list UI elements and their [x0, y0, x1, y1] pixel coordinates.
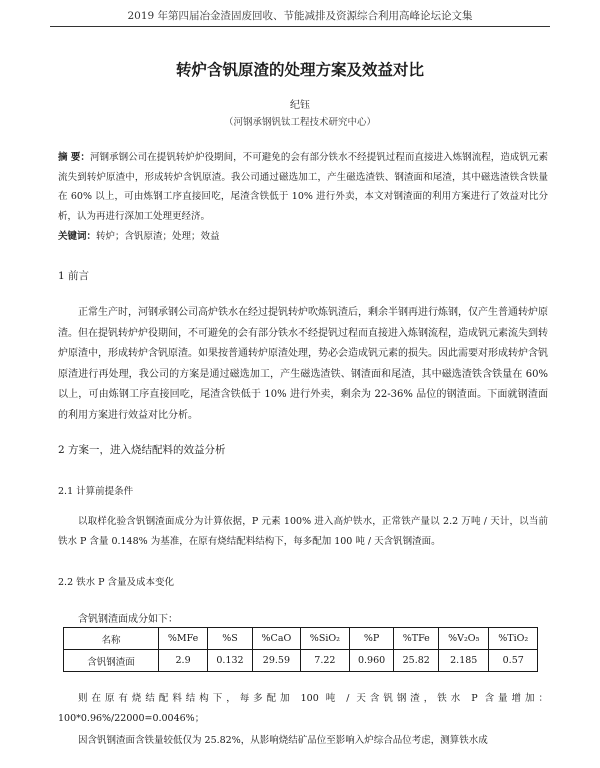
table-cell: 25.82 — [394, 650, 439, 672]
table-header-cell: 名称 — [64, 628, 159, 650]
running-header: 2019 年第四届冶金渣固废回收、节能减排及资源综合利用高峰论坛论文集 — [127, 10, 473, 22]
abstract-label: 摘 要： — [58, 152, 90, 163]
table-cell: 7.22 — [301, 650, 350, 672]
section-2-2-paragraph-continued: 因含钒钢渣面含铁量较低仅为 25.82%，从影响烧结矿品位至影响入炉综合品位考虑，测算铁水成 — [78, 735, 488, 746]
section-2-2-paragraph: 则在原有烧结配料结构下，每多配加 100 吨 / 天含钒钢渣，铁水 P 含量增加：100*0.96%/22000=0.0046%； — [58, 693, 548, 724]
section-2-2-heading: 2.2 铁水 P 含量及成本变化 — [58, 577, 175, 588]
table-header-cell: %TiO₂ — [489, 628, 538, 650]
table-cell: 0.960 — [349, 650, 394, 672]
table-header-cell: %S — [208, 628, 253, 650]
section-1-paragraph: 正常生产时，河钢承钢公司高炉铁水在经过提钒转炉吹炼钒渣后，剩余半钢再进行炼钢，仅产生普通转炉原渣。但在提钒转炉炉役期间，不可避免的会有部分铁水不经提钒过程而直接进入炼钢流程，造成钒元素流失到转炉原渣中，形成转炉含钒原渣。如果按普通转炉原渣处理，势必会造成钒元素的损失。因此需要对形成转炉含钒原渣进行再处理，我公司的方案是通过磁选加工，产生磁选渣铁、钢渣面和尾渣，其中磁选渣铁含铁量在 60% 以上，可由炼钢工序直接回吃，尾渣含铁低于 10% 进行外卖，剩余为 22-36% 品位的钢渣面。下面就钢渣面的利用方案进行效益对比分析。 — [58, 307, 548, 421]
table-cell: 0.57 — [489, 650, 538, 672]
table-cell: 含钒钢渣面 — [64, 650, 159, 672]
table-cell: 2.9 — [159, 650, 208, 672]
table-header-row — [64, 628, 538, 650]
abstract-text: 河钢承钢公司在提钒转炉炉役期间，不可避免的会有部分铁水不经提钒过程而直接进入炼钢流程，造成钒元素流失到转炉原渣中，形成转炉含钒原渣。我公司通过磁选加工，产生磁选渣铁、钢渣面和尾渣，其中磁选渣铁含铁量在 60% 以上，可由炼钢工序直接回吃，尾渣含铁低于 10% 进行外卖，本文对钢渣面的利用方案进行了效益对比分析，认为再进行深加工处理更经济。 — [58, 152, 548, 222]
author: 纪钰 — [290, 100, 310, 111]
header-rule — [50, 26, 550, 27]
table-cell: 0.132 — [208, 650, 253, 672]
table-header-cell: %TFe — [394, 628, 439, 650]
abstract — [58, 148, 548, 226]
keywords-label: 关键词： — [58, 231, 97, 242]
table-caption: 含钒钢渣面成分如下： — [78, 614, 178, 625]
keywords — [58, 228, 548, 242]
table-cell: 29.59 — [252, 650, 300, 672]
section-2-heading: 2 方案一，进入烧结配料的效益分析 — [58, 444, 226, 456]
table-header-cell: %SiO₂ — [301, 628, 350, 650]
table-header-cell: %MFe — [159, 628, 208, 650]
table-row — [64, 650, 538, 672]
section-2-1-paragraph: 以取样化验含钒钢渣面成分为计算依据，P 元素 100% 进入高炉铁水，正常铁产量以 2.2 万吨 / 天计，以当前铁水 P 含量 0.148% 为基准，在原有烧结配料结构下，每多配加 100 吨 / 天含钒钢渣面。 — [58, 516, 548, 547]
table-header-cell: %CaO — [252, 628, 300, 650]
table-header-cell: %P — [349, 628, 394, 650]
section-2-1-heading: 2.1 计算前提条件 — [58, 486, 134, 497]
table-header-cell: %V₂O₅ — [439, 628, 489, 650]
paper-title: 转炉含钒原渣的处理方案及效益对比 — [175, 60, 424, 79]
section-1-heading: 1 前言 — [58, 270, 90, 282]
composition-table — [63, 627, 538, 672]
affiliation: （河钢承钢钒钛工程技术研究中心） — [223, 117, 376, 128]
keywords-text: 转炉；含钒原渣；处理；效益 — [96, 231, 220, 242]
table-cell: 2.185 — [439, 650, 489, 672]
